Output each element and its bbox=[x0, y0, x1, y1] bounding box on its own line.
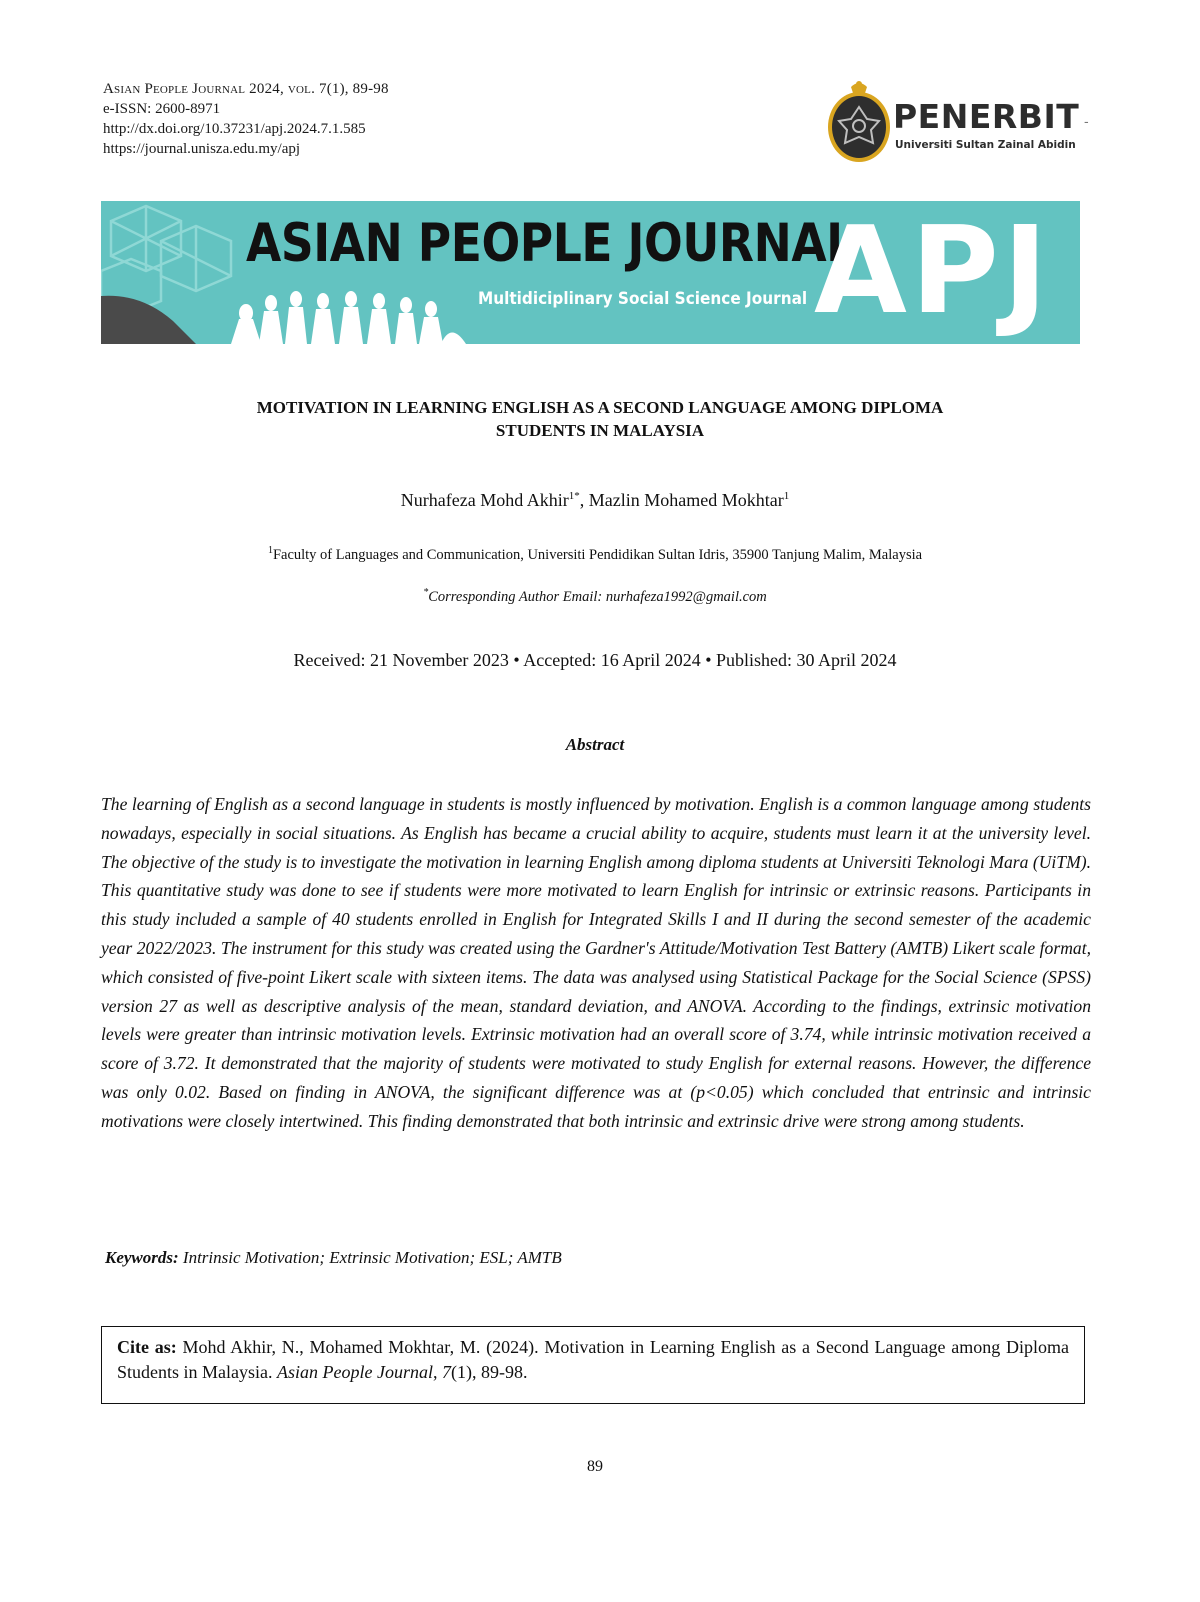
citation-box bbox=[101, 1326, 1085, 1404]
cite-label: Cite as: bbox=[117, 1337, 177, 1357]
abstract-text: The learning of English as a second language in students is mostly influenced by motivation. English is a common language among students nowadays, especially in social situations. As English has became a crucial ability to acquire, students must learn it at the university level. The objective of the study is to investigate the motivation in learning English among diploma students at Universiti Teknologi Mara (UiTM). This quantitative study was done to see if students were more motivated to learn English for intrinsic or extrinsic reasons. Participants in this study included a sample of 40 students enrolled in English for Integrated Skills I and II during the second semester of the academic year 2022/2023. The instrument for this study was created using the Gardner's Attitude/Motivation Test Battery (AMTB) Likert scale format, which consisted of five-point Likert scale with sixteen items. The data was analysed using Statistical Package for the Social Science (SPSS) version 27 as well as descriptive analysis of the mean, standard deviation, and ANOVA. According to the findings, extrinsic motivation levels were greater than intrinsic motivation levels. Extrinsic motivation had an overall score of 3.74, while intrinsic motivation received a score of 3.72. It demonstrated that the majority of students were motivated to study English for external reasons. However, the difference was only 0.02. Based on finding in ANOVA, the significant difference was at (p<0.05) which concluded that entrinsic and intrinsic motivations were closely intertwined. This finding demonstrated that both intrinsic and extrinsic drive were strong among students. bbox=[101, 794, 1091, 1131]
eissn: e-ISSN: 2600-8971 bbox=[103, 101, 221, 117]
corresponding-email bbox=[100, 587, 1090, 606]
cite-volume: 7 bbox=[441, 1362, 451, 1382]
journal-meta bbox=[103, 79, 389, 159]
journal-acronym: APJ bbox=[814, 202, 1052, 341]
cite-volume-sep: , bbox=[432, 1362, 442, 1382]
doi-link[interactable]: http://dx.doi.org/10.37231/apj.2024.7.1.585 bbox=[103, 121, 366, 137]
author-2: Mazlin Mohamed Mokhtar bbox=[588, 490, 784, 510]
header-mark: - bbox=[1084, 113, 1089, 129]
journal-title: ASIAN PEOPLE JOURNAL bbox=[246, 213, 855, 274]
affiliation-text: Faculty of Languages and Communication, Universiti Pendidikan Sultan Idris, 35900 Tanjung Malim, Malaysia bbox=[272, 546, 923, 563]
cite-journal: Asian People Journal bbox=[277, 1362, 433, 1382]
article-title bbox=[130, 396, 1070, 442]
publisher-university: Universiti Sultan Zainal Abidin bbox=[895, 139, 1076, 151]
author-list bbox=[100, 490, 1090, 511]
cite-tail: (1), 89-98. bbox=[450, 1362, 528, 1382]
cite-text: Mohd Akhir, N., Mohamed Mokhtar, M. (2024). Motivation in Learning English as a Second Language among Diploma Students in Malaysia. bbox=[117, 1337, 1070, 1382]
email-text[interactable]: Corresponding Author Email: nurhafeza1992@gmail.com bbox=[428, 588, 767, 605]
publisher-logo bbox=[823, 77, 1093, 167]
affiliation-marker: 1 bbox=[267, 545, 273, 556]
journal-url[interactable]: https://journal.unisza.edu.my/apj bbox=[103, 141, 301, 157]
author-1: Nurhafeza Mohd Akhir bbox=[400, 490, 569, 510]
page-number: 89 bbox=[587, 1458, 603, 1475]
journal-banner bbox=[101, 201, 1080, 344]
keywords-text: Intrinsic Motivation; Extrinsic Motivation; ESL; AMTB bbox=[178, 1248, 562, 1267]
keywords bbox=[105, 1248, 1085, 1268]
author-1-affiliation: 1* bbox=[568, 490, 580, 502]
unisza-seal-icon bbox=[823, 77, 895, 165]
article-title-line-2: STUDENTS IN MALAYSIA bbox=[495, 421, 705, 440]
publisher-name: PENERBIT bbox=[893, 97, 1080, 136]
publication-dates: Received: 21 November 2023 • Accepted: 16 April 2024 • Published: 30 April 2024 bbox=[293, 650, 897, 670]
journal-subtitle: Multidiciplinary Social Science Journal bbox=[478, 289, 808, 309]
author-2-affiliation: 1 bbox=[783, 490, 790, 502]
article-title-line-1: MOTIVATION IN LEARNING ENGLISH AS A SECOND LANGUAGE AMONG DIPLOMA bbox=[256, 398, 944, 417]
affiliation bbox=[100, 545, 1090, 564]
author-separator: , bbox=[579, 490, 589, 510]
email-marker: * bbox=[423, 587, 429, 598]
journal-citation-line: Asian People Journal 2024, vol. 7(1), 89-98 bbox=[103, 81, 389, 97]
abstract-heading: Abstract bbox=[565, 735, 625, 754]
keywords-label: Keywords: bbox=[105, 1248, 179, 1267]
